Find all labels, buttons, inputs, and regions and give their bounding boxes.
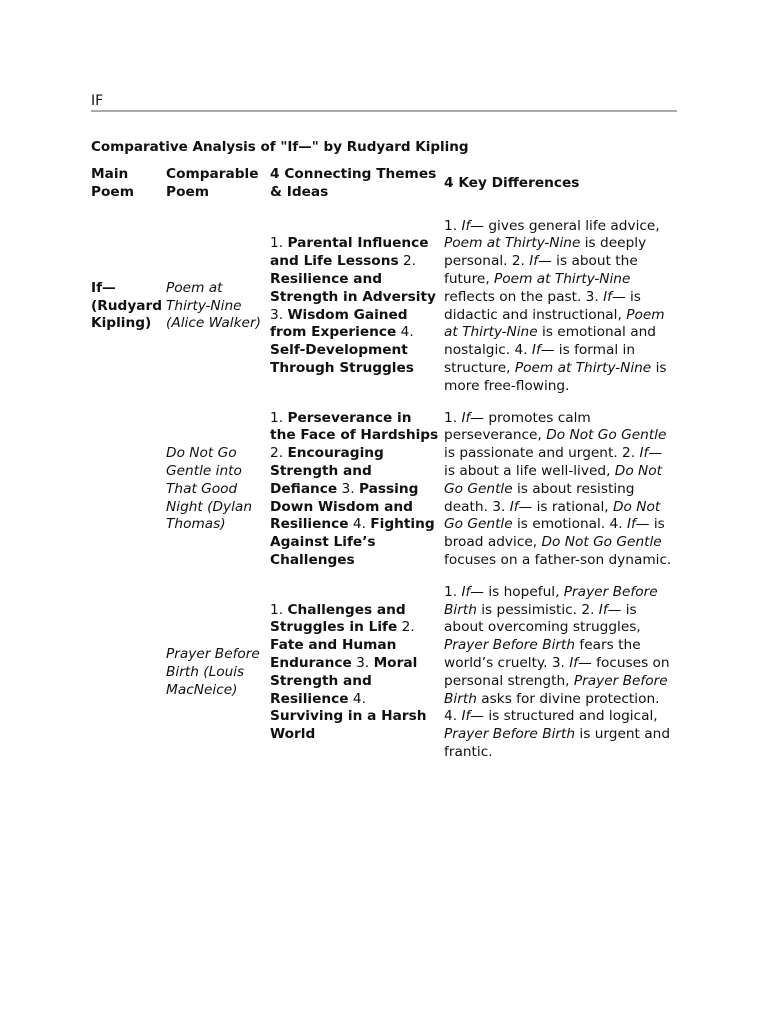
poem-title-ref: If—	[603, 288, 626, 305]
table-row	[89, 580, 675, 772]
difference-text: focuses on a father-son dynamic.	[444, 551, 672, 568]
comparable-poem-cell: Poem at Thirty-Nine (Alice Walker)	[166, 279, 261, 332]
theme-number: 4.	[396, 324, 414, 341]
theme-text: Wisdom Gained from Experience	[270, 306, 408, 341]
theme-text: Self-Development Through Struggles	[270, 342, 414, 376]
difference-text: is rational,	[532, 498, 613, 515]
poem-title-ref: If—	[626, 516, 650, 533]
differences-cell	[442, 580, 675, 772]
difference-text: fears the world’s cruelty. 3.	[444, 637, 641, 671]
poem-title-ref: Do Not Go Gentle	[444, 498, 661, 533]
comparison-table	[89, 164, 675, 772]
poem-title-ref: Poem at Thirty-Nine	[444, 235, 581, 252]
comparable-poem-cell: Prayer Before Birth (Louis MacNeice)	[166, 646, 260, 698]
poem-title-ref: If—	[569, 654, 592, 671]
difference-text: is urgent and frantic.	[444, 726, 671, 760]
poem-title-ref: Prayer Before Birth	[444, 583, 658, 618]
table-row	[89, 214, 675, 406]
theme-text: Surviving in a Harsh World	[270, 708, 427, 743]
poem-title-ref: If—	[639, 445, 663, 462]
theme-text: Encouraging Strength and Defiance	[270, 445, 384, 497]
poem-title-ref: If—	[461, 409, 484, 426]
theme-number: 2.	[398, 253, 417, 270]
poem-title-ref: Do Not Go Gentle	[546, 427, 667, 444]
difference-text: gives general life advice,	[484, 217, 660, 234]
difference-text: is about overcoming struggles,	[444, 601, 641, 636]
theme-number: 1.	[270, 409, 288, 426]
difference-text: focuses on personal strength,	[444, 654, 670, 689]
theme-text: Challenges and Struggles in Life	[270, 601, 406, 636]
table-header-row	[89, 164, 675, 214]
theme-text: Fighting Against Life’s Challenges	[270, 516, 435, 568]
poem-title-ref: Do Not Go Gentle	[541, 534, 662, 551]
difference-text: promotes calm perseverance,	[444, 409, 591, 444]
poem-title-ref: If—	[461, 217, 484, 234]
difference-text: reflects on the past. 3.	[444, 288, 604, 305]
theme-text: Parental Influence and Life Lessons	[270, 235, 429, 270]
header-differences: 4 Key Differences	[444, 174, 580, 191]
poem-title-ref: If—	[461, 583, 484, 600]
header-comparable-poem: Comparable Poem	[166, 166, 259, 200]
poem-title-ref: Do Not Go Gentle	[444, 462, 663, 497]
poem-title-ref: Poem at Thirty-Nine	[494, 270, 631, 287]
poem-title-ref: Prayer Before Birth	[444, 672, 668, 707]
theme-number: 3.	[337, 480, 359, 497]
header-themes: 4 Connecting Themes & Ideas	[270, 166, 437, 200]
themes-cell	[268, 580, 442, 772]
difference-text: is about the future,	[444, 253, 638, 287]
difference-text: 1.	[444, 409, 462, 426]
difference-text: is structured and logical,	[484, 708, 658, 725]
differences-cell	[442, 214, 675, 406]
difference-text: is about resisting death. 3.	[444, 480, 635, 515]
main-poem-cell: If— (Rudyard Kipling)	[91, 279, 163, 332]
theme-number: 2.	[397, 619, 415, 636]
table-body	[89, 214, 675, 772]
difference-text: 1.	[444, 583, 462, 600]
themes-cell	[268, 214, 442, 406]
theme-number: 3.	[270, 306, 288, 323]
difference-text: is hopeful,	[484, 583, 564, 600]
comparable-poem-cell: Do Not Go Gentle into That Good Night (Dylan Thomas)	[166, 445, 252, 533]
difference-text: is pessimistic. 2.	[476, 601, 599, 618]
difference-text: is more free-flowing.	[444, 359, 667, 394]
poem-title-ref: If—	[531, 342, 555, 359]
poem-title-ref: Poem at Thirty-Nine	[444, 306, 665, 341]
poem-title-ref: If—	[529, 253, 552, 270]
theme-number: 4.	[348, 516, 371, 533]
difference-text: is emotional and nostalgic. 4.	[444, 324, 656, 359]
poem-title-ref: Prayer Before Birth	[444, 726, 576, 743]
header-divider	[91, 110, 677, 112]
poem-title-ref: Poem at Thirty-Nine	[514, 359, 652, 376]
poem-title-ref: If—	[598, 601, 622, 618]
poem-title-ref: Prayer Before Birth	[444, 637, 576, 654]
difference-text: is about a life well-lived,	[444, 462, 615, 479]
document-title: Comparative Analysis of "If—" by Rudyard Kipling	[91, 139, 469, 155]
main-poem-cell-empty	[89, 406, 164, 580]
theme-text: Perseverance in the Face of Hardships	[270, 409, 439, 444]
theme-number: 1.	[270, 601, 288, 618]
difference-text: asks for divine protection. 4.	[444, 690, 660, 725]
difference-text: is didactic and instructional,	[444, 288, 641, 323]
table-row	[89, 406, 675, 580]
difference-text: is emotional. 4.	[512, 516, 627, 533]
difference-text: 1.	[444, 217, 462, 234]
difference-text: is deeply personal. 2.	[444, 235, 647, 270]
theme-number: 3.	[351, 654, 374, 671]
theme-text: Fate and Human Endurance	[270, 637, 397, 671]
theme-number: 2.	[270, 445, 288, 462]
theme-text: Moral Strength and Resilience	[270, 654, 418, 707]
main-poem-cell-empty	[89, 580, 164, 772]
theme-number: 1.	[270, 235, 288, 252]
poem-title-ref: If—	[461, 708, 484, 725]
poem-title-ref: If—	[509, 498, 533, 515]
themes-cell	[268, 406, 442, 580]
theme-text: Passing Down Wisdom and Resilience	[270, 480, 419, 533]
header-main-poem: Main Poem	[91, 166, 134, 200]
theme-text: Resilience and Strength in Adversity	[270, 270, 436, 305]
differences-cell	[442, 406, 675, 580]
difference-text: is passionate and urgent. 2.	[444, 445, 640, 462]
difference-text: is formal in structure,	[444, 342, 636, 376]
difference-text: is broad advice,	[444, 516, 665, 551]
theme-number: 4.	[348, 690, 366, 707]
running-header: IF	[91, 93, 104, 109]
